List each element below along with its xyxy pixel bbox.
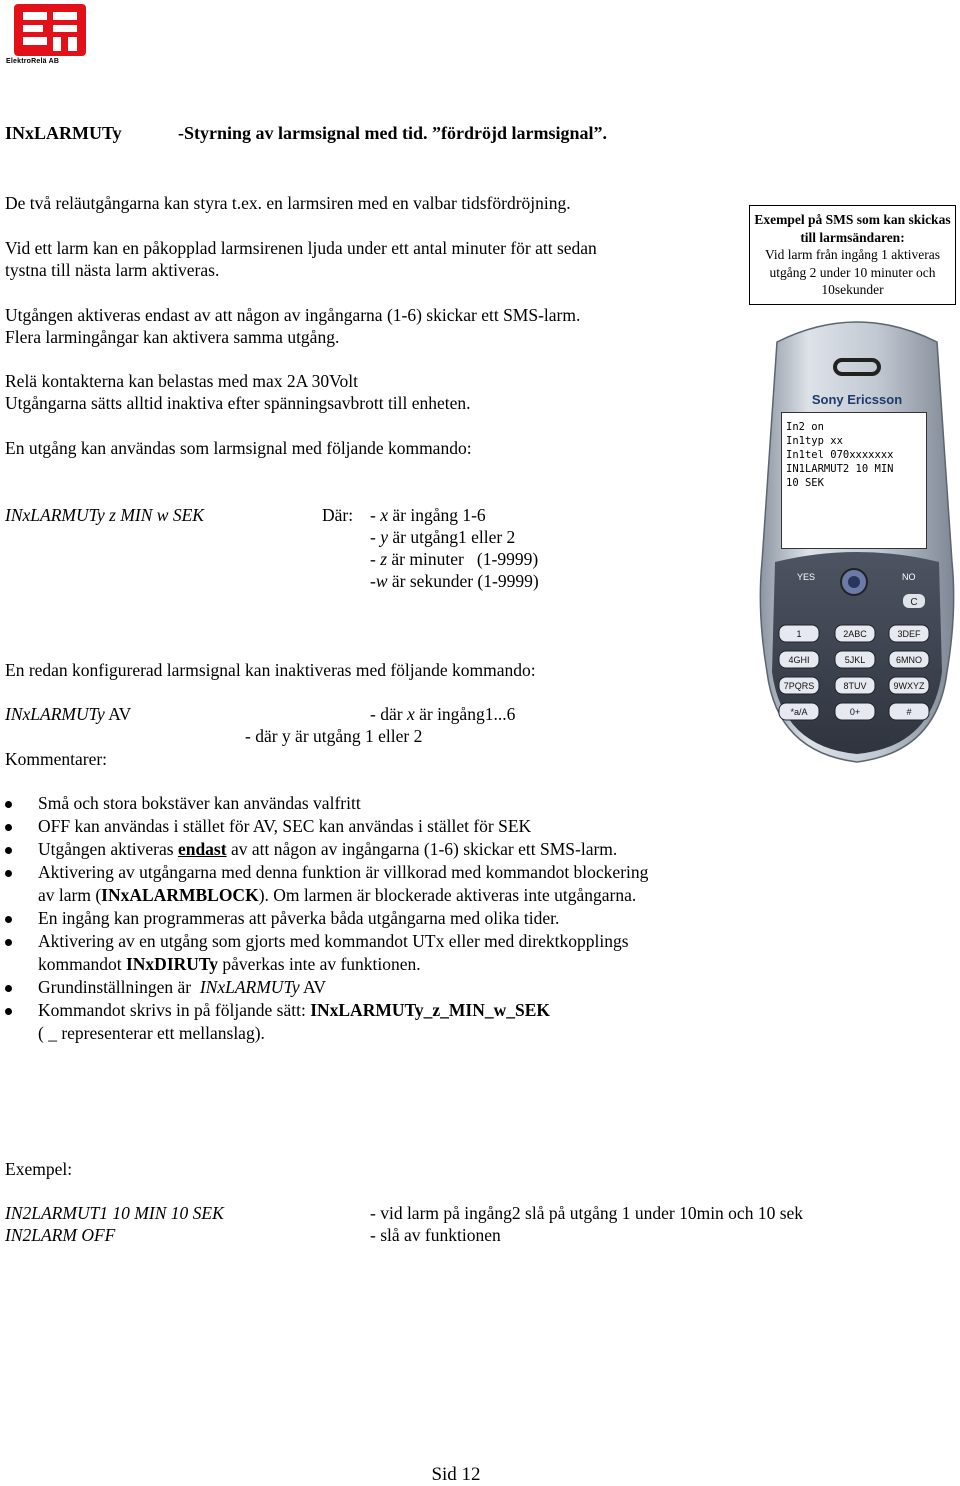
example-desc-2: - slå av funktionen xyxy=(370,1225,501,1245)
phone-key-label: 4GHI xyxy=(788,655,810,665)
list-item: Aktivering av utgångarna med denna funktion är villkorad med kommandot blockering av larm (INxALARMBLOCK). Om larmen är blockerade aktiveras inte utgångarna. xyxy=(0,861,648,907)
bullet-icon xyxy=(5,801,12,808)
phone-key-label: 9WXYZ xyxy=(893,681,925,691)
callout-text: Vid larm från ingång 1 aktiveras utgång 2 under 10 minuter och 10sekunder xyxy=(764,247,940,297)
phone-key-label: *a/A xyxy=(790,707,808,717)
list-item: OFF kan användas i stället för AV, SEC kan användas i stället för SEK xyxy=(0,815,648,838)
intro-paragraph-3-line-1: Utgången aktiveras endast av att någon av ingångarna (1-6) skickar ett SMS-larm. xyxy=(5,305,581,325)
param-z: - z är minuter (1-9999) xyxy=(370,549,539,569)
example-command-2: IN2LARM OFF xyxy=(5,1225,116,1245)
phone-key-label: 7PQRS xyxy=(783,681,815,691)
callout-title: Exempel på SMS som kan skickas till larmsändaren: xyxy=(754,212,951,245)
phone-key-label: 2ABC xyxy=(843,629,867,639)
command-heading: INxLARMUTy xyxy=(5,123,122,143)
screen-line: 10 SEK xyxy=(786,477,824,489)
screen-line: In1typ xx xyxy=(786,435,843,447)
example-desc-1: - vid larm på ingång2 slå på utgång 1 under 10min och 10 sek xyxy=(370,1203,804,1223)
bullet-icon xyxy=(5,847,12,854)
intro-paragraph-2-line-2: tystna till nästa larm aktiveras. xyxy=(5,260,220,280)
deactivate-desc-y: - där y är utgång 1 eller 2 xyxy=(245,726,423,746)
logo-text: ElektroRelä AB xyxy=(6,58,60,65)
svg-text:NO: NO xyxy=(902,572,916,582)
list-item: Kommandot skrivs in på följande sätt: INxLARMUTy_z_MIN_w_SEK ( _ representerar ett mellanslag). xyxy=(0,999,648,1045)
intro-paragraph-1: De två reläutgångarna kan styra t.ex. en larmsiren med en valbar tidsfördröjning. xyxy=(5,193,571,213)
command-intro: En utgång kan användas som larmsignal med följande kommando: xyxy=(5,438,472,458)
list-item: Utgången aktiveras endast av att någon av ingångarna (1-6) skickar ett SMS-larm. xyxy=(0,838,648,861)
phone-key-label: 5JKL xyxy=(844,655,866,665)
example-command-1: IN2LARMUT1 10 MIN 10 SEK xyxy=(5,1203,224,1223)
list-item: Aktivering av en utgång som gjorts med kommandot UTx eller med direktkopplings kommandot INxDIRUTy påverkas inte av funktionen. xyxy=(0,930,648,976)
phone-key-label: 8TUV xyxy=(843,681,867,691)
where-label: Där: xyxy=(322,505,354,525)
phone-brand: Sony Ericsson xyxy=(811,392,903,407)
list-item: Små och stora bokstäver kan användas valfritt xyxy=(0,792,648,815)
phone-screen xyxy=(781,412,927,549)
deactivate-desc-x: - där x är ingång1...6 xyxy=(370,704,516,724)
comments-list xyxy=(0,792,648,1045)
relay-paragraph-line-1: Relä kontakterna kan belastas med max 2A 30Volt xyxy=(5,371,358,391)
phone-key-label: 0+ xyxy=(849,707,861,717)
phone-key-label: 1 xyxy=(796,629,802,639)
list-item: En ingång kan programmeras att påverka båda utgångarna med olika tider. xyxy=(0,907,648,930)
screen-line: In2 on xyxy=(786,421,824,433)
bullet-icon xyxy=(5,916,12,923)
bullet-icon xyxy=(5,824,12,831)
intro-paragraph-2-line-1: Vid ett larm kan en påkopplad larmsirenen ljuda under ett antal minuter för att sedan xyxy=(5,238,597,258)
phone-key-label: 6MNO xyxy=(895,655,923,665)
bullet-icon xyxy=(5,1008,12,1015)
comments-label: Kommentarer: xyxy=(5,749,108,769)
param-w: -w är sekunder (1-9999) xyxy=(370,571,539,591)
bullet-icon xyxy=(5,870,12,877)
relay-paragraph-line-2: Utgångarna sätts alltid inaktiva efter spänningsavbrott till enheten. xyxy=(5,393,471,413)
svg-text:C: C xyxy=(910,597,918,608)
example-label: Exempel: xyxy=(5,1159,73,1179)
param-x: - x är ingång 1-6 xyxy=(370,505,486,525)
deactivate-command: INxLARMUTy AV xyxy=(5,704,132,724)
page-number: Sid 12 xyxy=(431,1464,481,1485)
bullet-icon xyxy=(5,985,12,992)
screen-line: In1tel 070xxxxxxx xyxy=(786,449,894,461)
sms-example-callout xyxy=(749,205,956,305)
intro-paragraph-3-line-2: Flera larmingångar kan aktivera samma utgång. xyxy=(5,327,340,347)
phone-key-label: 3DEF xyxy=(897,629,921,639)
section-title: -Styrning av larmsignal med tid. ”fördröjd larmsignal”. xyxy=(178,123,608,143)
svg-text:YES: YES xyxy=(797,572,816,582)
deactivate-intro: En redan konfigurerad larmsignal kan inaktiveras med följande kommando: xyxy=(5,660,536,680)
bullet-icon xyxy=(5,939,12,946)
list-item: Grundinställningen är INxLARMUTy AV xyxy=(0,976,648,999)
command-syntax: INxLARMUTy z MIN w SEK xyxy=(5,505,204,525)
param-y: - y är utgång1 eller 2 xyxy=(370,527,516,547)
phone-key-label: # xyxy=(906,707,912,717)
screen-line: IN1LARMUT2 10 MIN xyxy=(786,463,894,475)
